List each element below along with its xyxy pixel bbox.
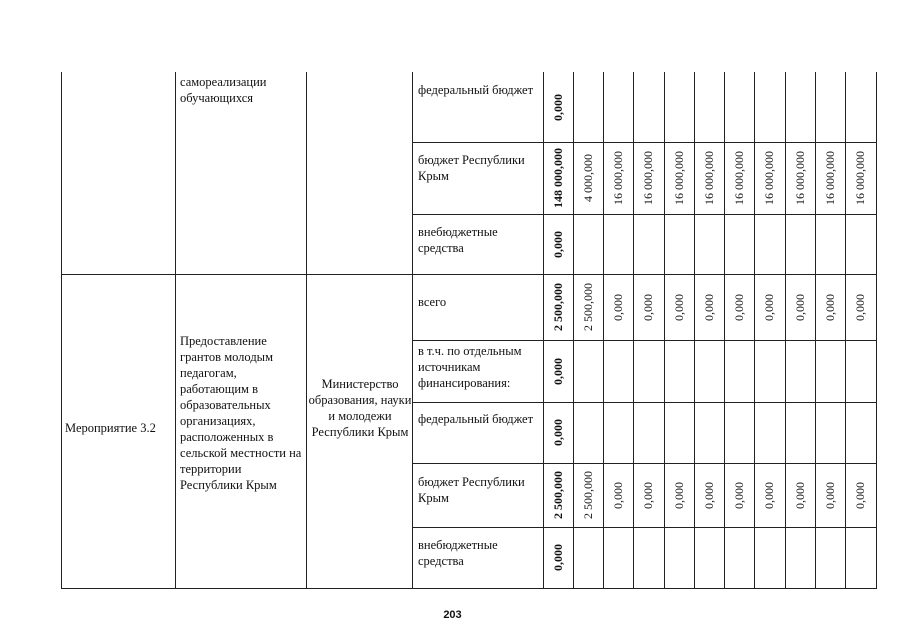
year-value: 0,000 — [853, 481, 867, 509]
total-value: 2 500,000 — [550, 283, 565, 331]
year-value: 0,000 — [671, 293, 686, 321]
year-value: 2 500,000 — [580, 283, 595, 331]
page-number: 203 — [443, 609, 462, 621]
year-value: 16 000,000 — [853, 151, 867, 205]
funding-source: в т.ч. по отдельным источникам финансирования: — [418, 344, 522, 390]
funding-source: внебюджетные средства — [418, 225, 498, 255]
budget-table — [61, 72, 877, 589]
year-value: 2 500,000 — [580, 471, 595, 519]
funding-source: всего — [418, 295, 447, 309]
year-value: 0,000 — [641, 293, 655, 321]
funding-source: федеральный бюджет — [418, 412, 534, 426]
year-value: 0,000 — [853, 293, 867, 321]
year-value: 0,000 — [610, 481, 625, 509]
year-value: 0,000 — [762, 293, 776, 321]
year-value: 0,000 — [701, 481, 716, 509]
funding-source: федеральный бюджет — [418, 83, 534, 97]
year-value: 16 000,000 — [610, 151, 625, 205]
year-value: 0,000 — [762, 481, 776, 509]
year-value: 0,000 — [822, 481, 837, 509]
year-value: 16 000,000 — [822, 151, 837, 205]
year-value: 0,000 — [671, 481, 686, 509]
year-value: 16 000,000 — [701, 151, 716, 205]
year-value: 0,000 — [731, 293, 746, 321]
total-value: 0,000 — [550, 230, 565, 258]
program-name: Предоставление грантов молодым педагогам, работающим в образовательных организациях, расположенных в сельской местности на территории Республики Крым — [180, 334, 302, 492]
year-value: 0,000 — [641, 481, 655, 509]
year-value: 0,000 — [822, 293, 837, 321]
year-value: 16 000,000 — [762, 151, 776, 205]
total-value: 0,000 — [550, 544, 565, 571]
year-value: 16 000,000 — [641, 151, 655, 205]
year-value: 4 000,000 — [580, 154, 595, 202]
year-value: 0,000 — [731, 481, 746, 509]
total-value: 2 500,000 — [550, 471, 565, 519]
total-value: 0,000 — [550, 93, 565, 121]
measure-name: Мероприятие 3.2 — [65, 421, 156, 435]
total-value: 0,000 — [550, 419, 565, 446]
prev-program-name: самореализации обучающихся — [180, 75, 267, 105]
total-value: 0,000 — [550, 357, 565, 385]
year-value: 16 000,000 — [731, 151, 746, 205]
year-value: 16 000,000 — [792, 151, 807, 205]
year-value: 0,000 — [701, 293, 716, 321]
year-value: 0,000 — [792, 293, 807, 321]
responsible-executor: Министерство образования, науки и молодежи Республики Крым — [308, 377, 412, 439]
year-value: 0,000 — [792, 481, 807, 509]
funding-source: бюджет Республики Крым — [418, 475, 525, 505]
year-value: 16 000,000 — [671, 151, 686, 205]
funding-source: внебюджетные средства — [418, 538, 498, 568]
year-value: 0,000 — [610, 293, 625, 321]
funding-source: бюджет Республики Крым — [418, 153, 525, 183]
total-value: 148 000,000 — [550, 148, 565, 208]
